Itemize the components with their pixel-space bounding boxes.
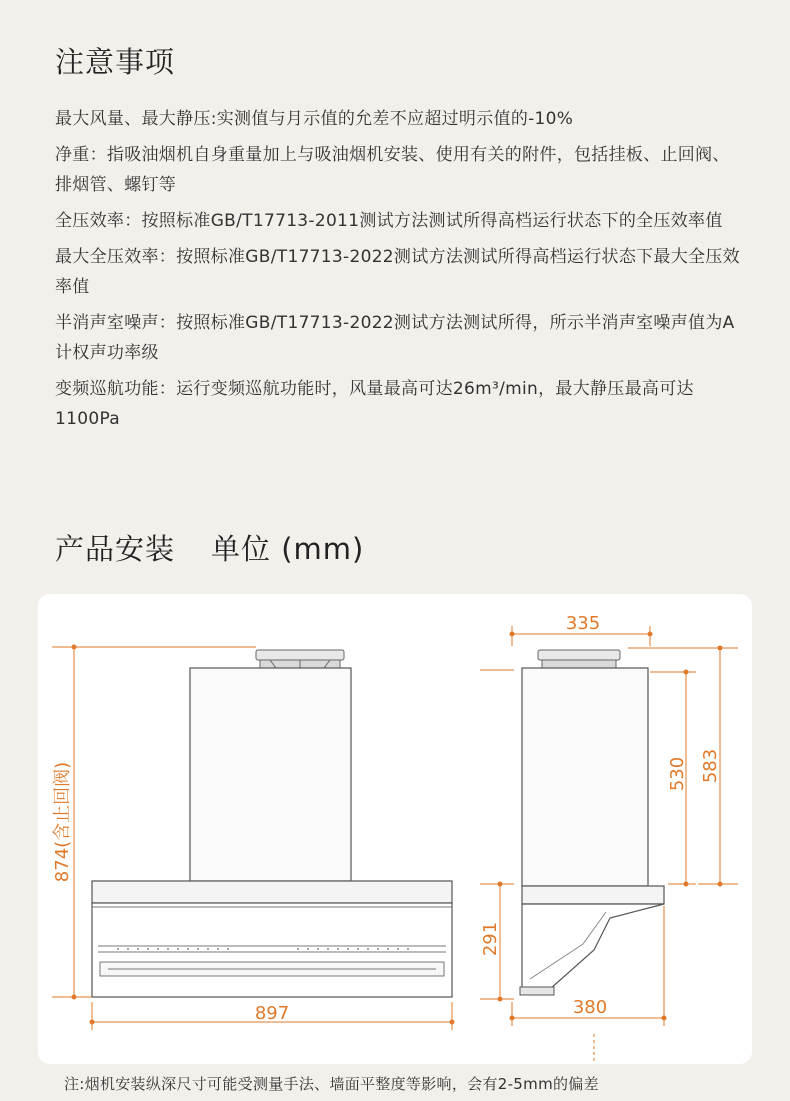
front-view xyxy=(92,650,452,997)
side-body-height-label: 530 xyxy=(667,756,688,792)
install-diagram xyxy=(38,594,752,1064)
check-valve-front xyxy=(256,650,344,668)
front-height-label: 874(含止回阀) xyxy=(52,761,73,883)
notes-list xyxy=(55,104,745,440)
note-item: 最大全压效率：按照标准GB/T17713-2022测试方法测试所得高档运行状态下最大全压效率值 xyxy=(55,247,740,297)
hood-top-panel xyxy=(92,881,452,903)
side-slant-panel xyxy=(522,904,664,989)
side-depth-label: 380 xyxy=(572,997,608,1018)
notes-title: 注意事项 xyxy=(55,45,176,79)
install-diagram-card xyxy=(38,594,752,1064)
check-valve-side xyxy=(538,650,620,668)
note-item: 全压效率：按照标准GB/T17713-2011测试方法测试所得高档运行状态下的全压效率值 xyxy=(55,211,723,231)
footnote: 注:烟机安装纵深尺寸可能受测量手法、墙面平整度等影响，会有2-5mm的偏差 xyxy=(64,1075,599,1093)
note-item: 净重：指吸油烟机自身重量加上与吸油烟机安装、使用有关的附件，包括挂板、止回阀、排烟管、螺钉等 xyxy=(55,145,730,195)
note-item: 半消声室噪声：按照标准GB/T17713-2022测试方法测试所得，所示半消声室噪声值为A计权声功率级 xyxy=(55,313,735,363)
note-item: 最大风量、最大静压:实测值与月示值的允差不应超过明示值的-10% xyxy=(55,109,574,129)
unit-label: 单位 (mm) xyxy=(211,532,365,566)
install-title xyxy=(55,527,364,568)
side-total-height-label: 583 xyxy=(700,748,721,784)
chimney-front xyxy=(190,668,351,881)
front-width-label: 897 xyxy=(254,1003,290,1024)
side-width-label: 335 xyxy=(565,613,601,634)
side-top-panel xyxy=(522,886,664,904)
side-lower-height-label: 291 xyxy=(480,921,501,957)
side-view xyxy=(520,650,664,995)
side-handle xyxy=(520,987,554,995)
chimney-side xyxy=(522,668,648,886)
note-item: 变频巡航功能：运行变频巡航功能时，风量最高可达26m³/min，最大静压最高可达1100Pa xyxy=(55,379,694,429)
install-heading: 产品安装 xyxy=(55,532,176,566)
